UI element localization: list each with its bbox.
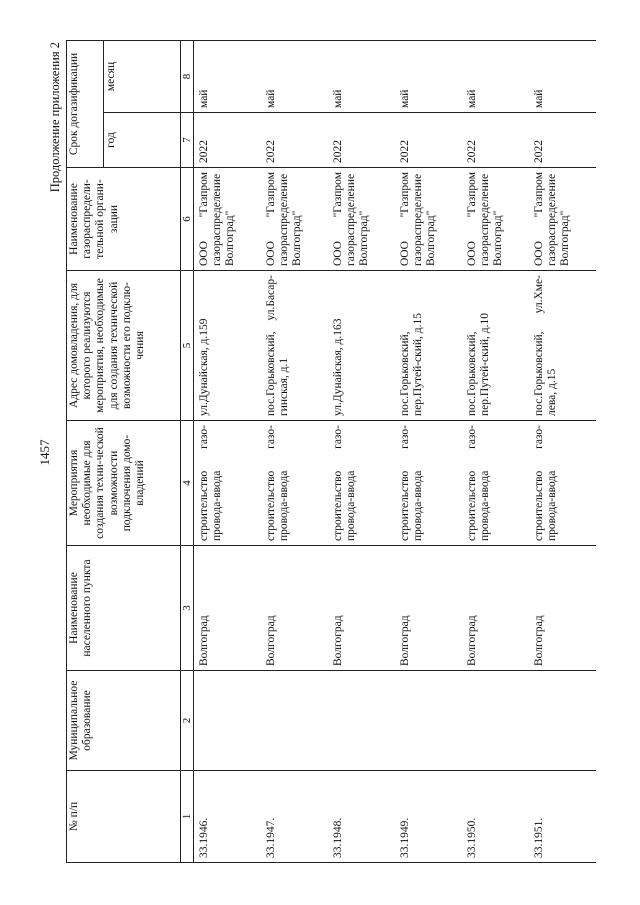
column-number: 3 bbox=[181, 546, 194, 671]
header-num: № п/п bbox=[67, 771, 181, 863]
column-number: 1 bbox=[181, 771, 194, 863]
cell-measures: строительство газо-провода-ввода bbox=[328, 421, 395, 546]
cell-num: 33.1946. bbox=[194, 771, 262, 863]
cell-org: ООО "Газпром газораспределение Волгоград" bbox=[395, 168, 462, 271]
table-row bbox=[328, 41, 395, 863]
cell-org: ООО "Газпром газораспределение Волгоград" bbox=[328, 168, 395, 271]
cell-num: 33.1950. bbox=[462, 771, 529, 863]
column-number: 4 bbox=[181, 421, 194, 546]
table-row bbox=[462, 41, 529, 863]
cell-settlement: Волгоград bbox=[529, 546, 596, 671]
cell-org: ООО "Газпром газораспределение Волгоград" bbox=[261, 168, 328, 271]
cell-address: пос.Горьковский, ул.Басар-гинская, д.1 bbox=[261, 271, 328, 421]
cell-year: 2022 bbox=[462, 113, 529, 168]
cell-year: 2022 bbox=[395, 113, 462, 168]
column-number: 8 bbox=[181, 41, 194, 113]
cell-municipality bbox=[194, 671, 262, 771]
cell-num: 33.1947. bbox=[261, 771, 328, 863]
cell-year: 2022 bbox=[261, 113, 328, 168]
column-number: 5 bbox=[181, 271, 194, 421]
cell-year: 2022 bbox=[328, 113, 395, 168]
cell-num: 33.1949. bbox=[395, 771, 462, 863]
cell-municipality bbox=[462, 671, 529, 771]
cell-settlement: Волгоград bbox=[194, 546, 262, 671]
cell-settlement: Волгоград bbox=[395, 546, 462, 671]
cell-month: май bbox=[328, 41, 395, 113]
table-header-row bbox=[67, 41, 104, 863]
cell-settlement: Волгоград bbox=[261, 546, 328, 671]
cell-settlement: Волгоград bbox=[328, 546, 395, 671]
column-number: 2 bbox=[181, 671, 194, 771]
table-row bbox=[261, 41, 328, 863]
cell-year: 2022 bbox=[194, 113, 262, 168]
cell-measures: строительство газо-провода-ввода bbox=[261, 421, 328, 546]
header-municipality: Муниципальное образование bbox=[67, 671, 181, 771]
header-month: месяц bbox=[104, 41, 181, 113]
cell-address: ул.Дунайская, д.163 bbox=[328, 271, 395, 421]
table-row bbox=[395, 41, 462, 863]
cell-num: 33.1951. bbox=[529, 771, 596, 863]
cell-measures: строительство газо-провода-ввода bbox=[395, 421, 462, 546]
cell-address: пос.Горьковский, ул.Хме-лева, д.15 bbox=[529, 271, 596, 421]
header-deadline: Срок догазификации bbox=[67, 41, 104, 168]
page-number: 1457 bbox=[37, 439, 52, 466]
cell-org: ООО "Газпром газораспределение Волгоград" bbox=[194, 168, 262, 271]
header-org: Наименование газораспредели-тельной органи-зации bbox=[67, 168, 181, 271]
cell-num: 33.1948. bbox=[328, 771, 395, 863]
table-row bbox=[529, 41, 596, 863]
cell-measures: строительство газо-провода-ввода bbox=[462, 421, 529, 546]
header-year: год bbox=[104, 113, 181, 168]
cell-municipality bbox=[261, 671, 328, 771]
column-number-row bbox=[181, 41, 194, 863]
gasification-table bbox=[66, 40, 596, 863]
table-row bbox=[194, 41, 262, 863]
cell-month: май bbox=[462, 41, 529, 113]
header-settlement: Наименование населенного пункта bbox=[67, 546, 181, 671]
cell-address: пос.Горьковский, пер.Путей-ский, д.15 bbox=[395, 271, 462, 421]
cell-municipality bbox=[328, 671, 395, 771]
cell-month: май bbox=[194, 41, 262, 113]
column-number: 6 bbox=[181, 168, 194, 271]
cell-address: ул.Дунайская, д.159 bbox=[194, 271, 262, 421]
cell-year: 2022 bbox=[529, 113, 596, 168]
cell-municipality bbox=[529, 671, 596, 771]
cell-month: май bbox=[529, 41, 596, 113]
cell-org: ООО "Газпром газораспределение Волгоград" bbox=[529, 168, 596, 271]
cell-month: май bbox=[261, 41, 328, 113]
column-number: 7 bbox=[181, 113, 194, 168]
cell-month: май bbox=[395, 41, 462, 113]
cell-org: ООО "Газпром газораспределение Волгоград" bbox=[462, 168, 529, 271]
header-measures: Мероприятия необходимые для создания техни-ческой возможности подключения домо-владений bbox=[67, 421, 181, 546]
cell-settlement: Волгоград bbox=[462, 546, 529, 671]
cell-municipality bbox=[395, 671, 462, 771]
cell-measures: строительство газо-провода-ввода bbox=[529, 421, 596, 546]
cell-address: пос.Горьковский, пер.Путей-ский, д.10 bbox=[462, 271, 529, 421]
continuation-label: Продолжение приложения 2 bbox=[48, 42, 62, 193]
cell-measures: строительство газо-провода-ввода bbox=[194, 421, 262, 546]
header-address: Адрес домовладения, для которого реализуются мероприятия, необходимые для создания технической возможности его подклю-чения bbox=[67, 271, 181, 421]
